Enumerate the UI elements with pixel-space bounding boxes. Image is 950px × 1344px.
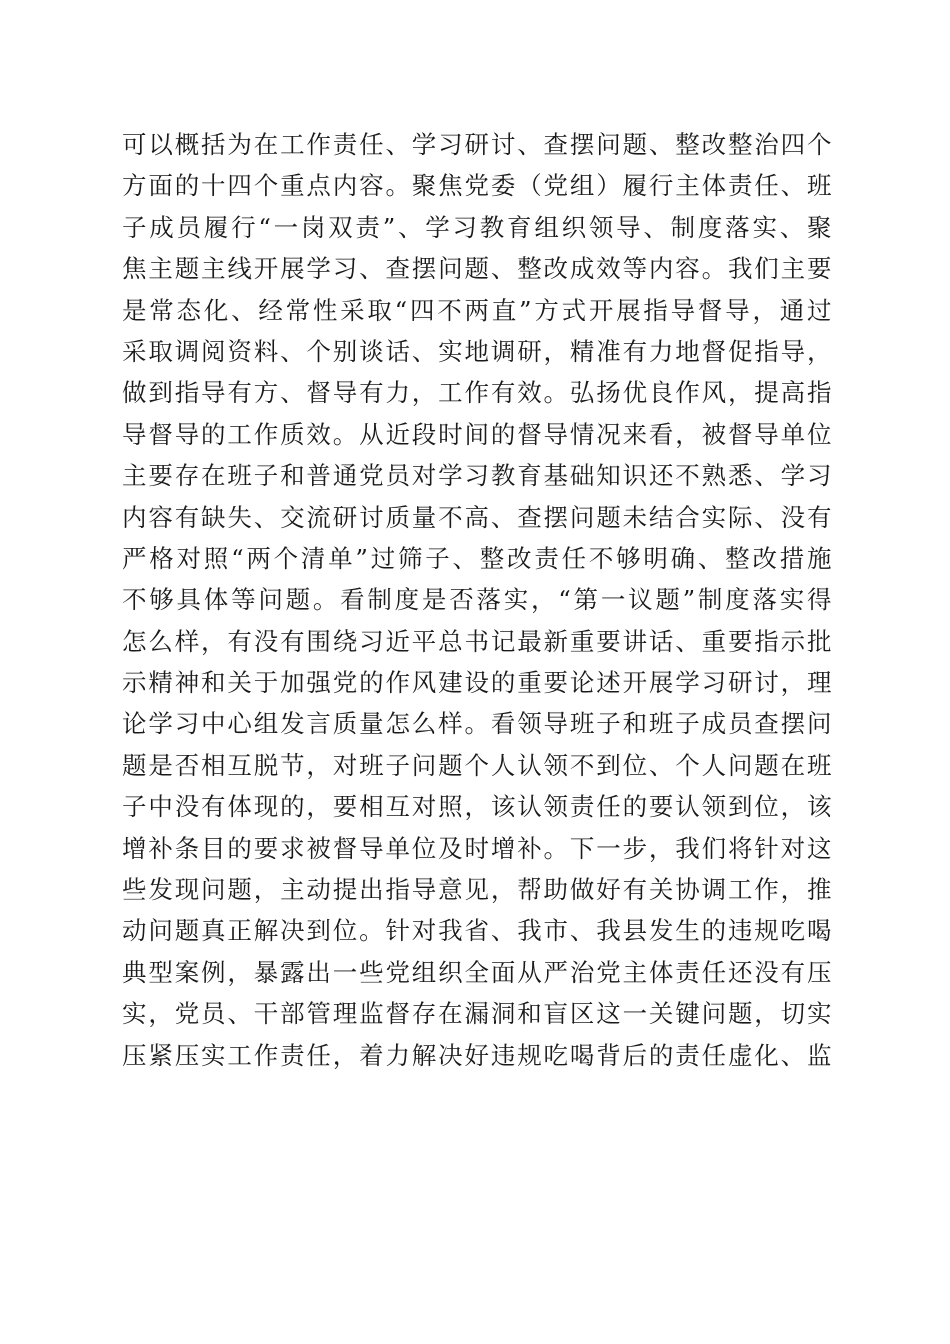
text-line: 导督导的工作质效。从近段时间的督导情况来看，被督导单位 (122, 419, 832, 449)
text-line: 子成员履行“一岗双责”、学习教育组织领导、制度落实、聚 (122, 212, 832, 242)
text-line: 实，党员、干部管理监督存在漏洞和盲区这一关键问题，切实 (122, 999, 832, 1029)
text-line: 采取调阅资料、个别谈话、实地调研，精准有力地督促指导， (122, 336, 832, 366)
text-line: 做到指导有方、督导有力，工作有效。弘扬优良作风，提高指 (122, 378, 832, 408)
text-line: 压紧压实工作责任，着力解决好违规吃喝背后的责任虚化、监 (122, 1040, 832, 1070)
text-line: 论学习中心组发言质量怎么样。看领导班子和班子成员查摆问 (122, 709, 832, 739)
text-line: 典型案例，暴露出一些党组织全面从严治党主体责任还没有压 (122, 957, 832, 987)
body-text (122, 124, 832, 1076)
text-line: 些发现问题，主动提出指导意见，帮助做好有关协调工作，推 (122, 875, 832, 905)
text-line: 内容有缺失、交流研讨质量不高、查摆问题未结合实际、没有 (122, 502, 832, 532)
text-line: 怎么样，有没有围绕习近平总书记最新重要讲话、重要指示批 (122, 626, 832, 656)
text-line: 不够具体等问题。看制度是否落实，“第一议题”制度落实得 (122, 585, 832, 615)
text-line: 动问题真正解决到位。针对我省、我市、我县发生的违规吃喝 (122, 916, 832, 946)
text-line: 方面的十四个重点内容。聚焦党委（党组）履行主体责任、班 (122, 171, 832, 201)
text-line: 子中没有体现的，要相互对照，该认领责任的要认领到位，该 (122, 792, 832, 822)
text-line: 主要存在班子和普通党员对学习教育基础知识还不熟悉、学习 (122, 461, 832, 491)
text-line: 严格对照“两个清单”过筛子、整改责任不够明确、整改措施 (122, 543, 832, 573)
text-line: 题是否相互脱节，对班子问题个人认领不到位、个人问题在班 (122, 750, 832, 780)
text-line: 增补条目的要求被督导单位及时增补。下一步，我们将针对这 (122, 833, 832, 863)
text-line: 可以概括为在工作责任、学习研讨、查摆问题、整改整治四个 (122, 130, 832, 159)
text-line: 示精神和关于加强党的作风建设的重要论述开展学习研讨，理 (122, 668, 832, 698)
text-line: 是常态化、经常性采取“四不两直”方式开展指导督导，通过 (122, 295, 832, 325)
text-line: 焦主题主线开展学习、查摆问题、整改成效等内容。我们主要 (122, 254, 832, 284)
